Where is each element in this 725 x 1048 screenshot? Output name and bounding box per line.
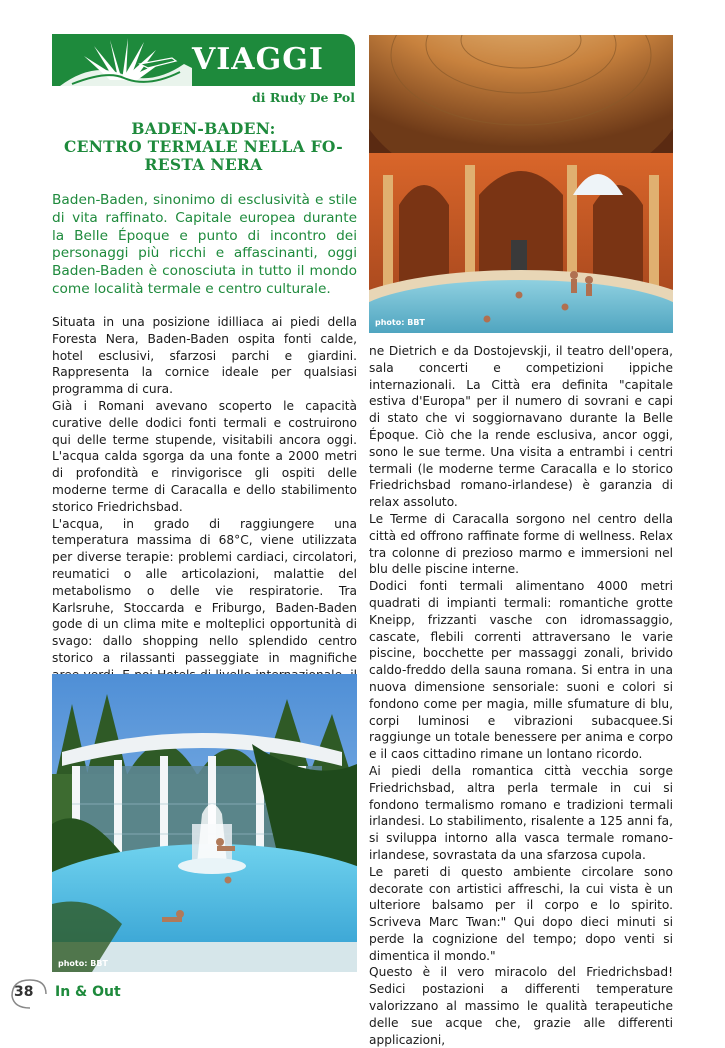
body-paragraph: Ai piedi della romantica città vecchia sorge Friedrichsbad, altra perla termale in cui si fondono termalismo romano e tradizioni termali irlandesi. Lo stabilimento, risalente a 125 anni fa, si sviluppa intorno alla vasca termale romano-irlandese, sovrastata da una sfarzosa cupola. [369,763,673,862]
body-paragraph: Situata in una posizione idilliaca ai piedi della Foresta Nera, Baden-Baden ospita fonti calde, hotel esclusivi, sfarzosi parchi e giardini. Rappresenta la cornice ideale per qualsiasi programma di cura. [52,315,357,397]
photo-caracalla-pool [52,674,357,972]
body-column-left [52,314,357,700]
headline-line: CENTRO TERMALE NELLA FO- [63,137,344,156]
dome-pool-image [369,35,673,333]
globe-plane-logo [52,34,192,86]
page-number: 38 [14,984,34,1000]
body-paragraph: Già i Romani avevano scoperto le capacità curative delle dodici fonti termali e costruirono qui delle terme stupende, visitabili ancora oggi. L'acqua calda sgorga da una fonte a 2000 metri di profondità e rinvigorisce gli ospiti delle moderne terme di Caracalla e dello stabilimento storico Friedrichsbad. [52,398,357,514]
body-paragraph: Questo è il vero miracolo del Friedrichsbad! Sedici postazioni a differenti temperature valorizzano al massimo le qualità terapeutiche delle sue acque che, grazie alle differenti applicazioni, [369,965,673,1047]
body-paragraph: Le Terme di Caracalla sorgono nel centro della città ed offrono raffinate forme di wellness. Relax tra colonne di prezioso marmo e immersioni nel blu delle piscine interne. [369,511,673,577]
photo-credit: photo: BBT [375,318,425,327]
author-byline: di Rudy De Pol [252,90,355,105]
article-headline [52,120,355,174]
headline-line: RESTA NERA [144,155,263,174]
photo-credit: photo: BBT [58,959,108,968]
article-lead: Baden-Baden, sinonimo di esclusività e stile di vita raffinato. Capitale europea durante la Belle Époque e punto di incontro dei personaggi più ricchi e affascinanti, oggi Baden-Baden è conosciuta in tutto il mondo come località termale e centro culturale. [52,192,357,297]
headline-line: BADEN-BADEN: [131,119,276,138]
section-title: VIAGGI [192,42,324,77]
body-paragraph: Dodici fonti termali alimentano 4000 metri quadrati di impianti termali: romantiche grotte Kneipp, frizzanti vasche con idromassaggio, cascate, flebili correnti attraversano le varie piscine, bocchette per massaggi zonali, brivido caldo-freddo della sauna romana. Si entra in una nuova dimensione sensoriale: suoni e colori si fondono come per magia, mille sfumature di blu, corpi luminosi e vibrazioni subacquee.Si raggiunge un totale benessere per anima e corpo e il caos cittadino rimane un lontano ricordo. [369,579,673,762]
photo-friedrichsbad-dome [369,35,673,333]
body-column-right [369,343,673,1048]
magazine-name: In & Out [55,984,121,1000]
body-paragraph: Le pareti di questo ambiente circolare sono decorate con artistici affreschi, la cui vista è un ulteriore balsamo per il corpo e lo spirito. Scriveva Marc Twan:" Qui dopo dieci minuti si perde la cognizione del tempo; dopo venti si dimentica il mondo." [369,864,673,963]
body-paragraph: L'acqua, in grado di raggiungere una temperatura massima di 68°C, viene utilizzata per diverse terapie: problemi cardiaci, circolatori, reumatici o alle articolazioni, malattie del metabolismo o delle vie respiratorie. Tra Karlsruhe, Stoccarda e Friburgo, Baden-Baden gode di un clima mite e molteplici opportunità di svago: dallo shopping nello splendido centro storico a rilassanti passeggiate in magnifiche [52,516,357,665]
body-paragraph: ne Dietrich e da Dostojevskji, il teatro dell'opera, sala concerti e competizioni ippiche internazionali. La Città era definita "capitale estiva d'Europa" per il numero di sovrani e capi di stato che vi soggiornavano durante la Belle Époque. Ciò che la rende esclusiva, ancor oggi, sono le sue terme. Una visita a entrambi i centri termali (le moderne terme Caracalla e lo storico Friedrichsbad romano-irlandese) è garanzia di relax assoluto. [369,344,673,510]
section-banner [52,34,355,86]
caracalla-pool-image [52,674,357,972]
